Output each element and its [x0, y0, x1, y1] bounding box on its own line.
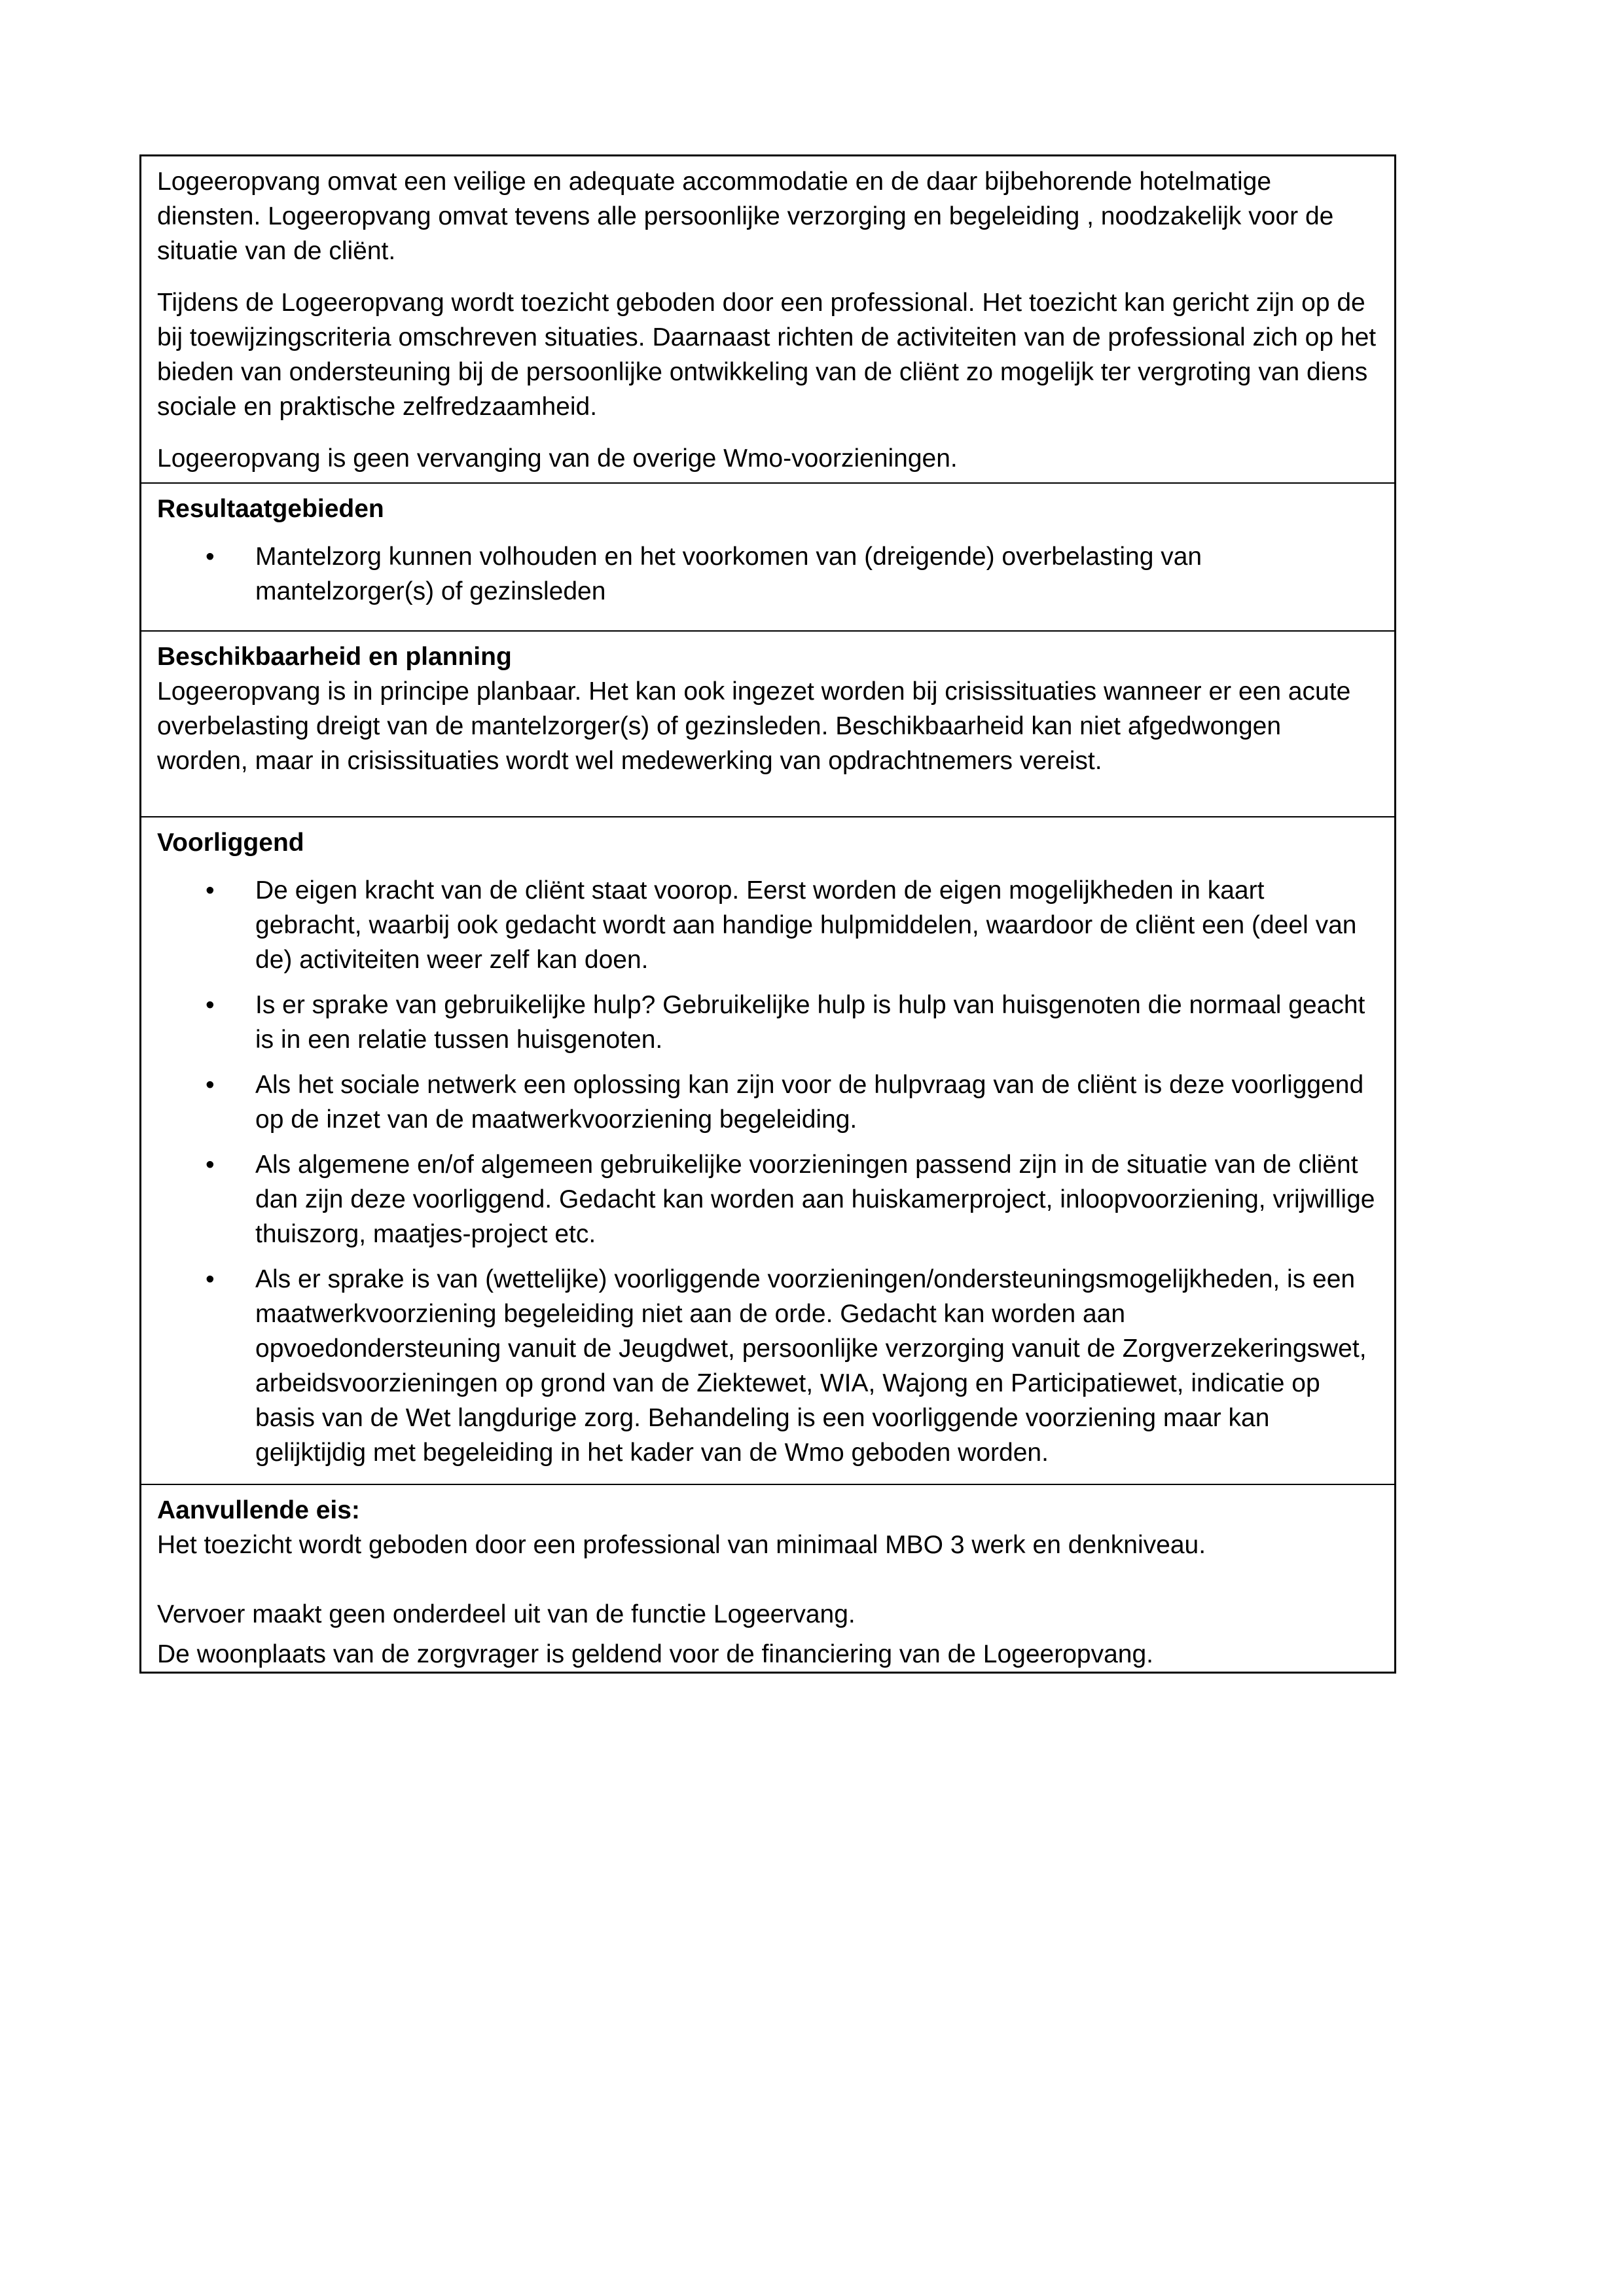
voorliggend-title: Voorliggend	[157, 829, 304, 857]
aanvullende-eis-paragraph-3: De woonplaats van de zorgvrager is geldend voor de financiering van de Logeeropvang.	[157, 1640, 1154, 1668]
beschikbaarheid-paragraph: Logeeropvang is in principe planbaar. Het kan ook ingezet worden bij crisissituaties wanneer er een acute overbelasting dreigt van de mantelzorger(s) of gezinsleden. Beschikbaarheid kan niet afgedwongen worden, maar in crisissituaties wordt wel medewerking van opdrachtnemers vereist.	[157, 677, 1351, 775]
aanvullende-eis-paragraph-2: Vervoer maakt geen onderdeel uit van de functie Logeervang.	[157, 1600, 856, 1628]
intro-paragraph-2: Tijdens de Logeeropvang wordt toezicht geboden door een professional. Het toezicht kan gericht zijn op de bij toewijzingscriteria omschreven situaties. Daarnaast richten de activiteiten van de professional zich op het bieden van ondersteuning bij de persoonlijke ontwikkeling van de cliënt zo mogelijk ter vergroting van diens sociale en praktische zelfredzaamheid.	[157, 289, 1377, 421]
section-aanvullende-eis	[141, 1484, 1394, 1672]
beschikbaarheid-title: Beschikbaarheid en planning	[157, 643, 512, 671]
bullet-item: • Als het sociale netwerk een oplossing kan zijn voor de hulpvraag van de cliënt is deze voorliggend op de inzet van de maatwerkvoorziening begeleiding.	[255, 1067, 1377, 1137]
bullet-item: • De eigen kracht van de cliënt staat voorop. Eerst worden de eigen mogelijkheden in kaart gebracht, waarbij ook gedacht wordt aan handige hulpmiddelen, waardoor de cliënt een (deel van de) activiteiten weer zelf kan doen.	[255, 873, 1377, 977]
voorliggend-bullet-list	[157, 873, 1377, 1470]
section-resultaatgebieden	[141, 482, 1394, 630]
resultaatgebieden-title: Resultaatgebieden	[157, 495, 384, 523]
resultaatgebieden-bullet-list	[157, 539, 1377, 609]
aanvullende-eis-title: Aanvullende eis:	[157, 1496, 360, 1524]
intro-paragraph-3: Logeeropvang is geen vervanging van de overige Wmo-voorzieningen.	[157, 444, 958, 473]
intro-paragraph-1: Logeeropvang omvat een veilige en adequate accommodatie en de daar bijbehorende hotelmatige diensten. Logeeropvang omvat tevens alle persoonlijke verzorging en begeleiding , noodzakelijk voor de situatie van de cliënt.	[157, 168, 1334, 265]
logeeropvang-definition-table	[139, 154, 1396, 1674]
bullet-item: • Als er sprake is van (wettelijke) voorliggende voorzieningen/ondersteuningsmogelijkheden, is een maatwerkvoorziening begeleiding niet aan de orde. Gedacht kan worden aan opvoedondersteuning vanuit de Jeugdwet, persoonlijke verzorging vanuit de Zorgverzekeringswet, arbeidsvoorzieningen op grond van de Ziektewet, WIA, Wajong en Participatiewet, indicatie op basis van de Wet langdurige zorg. Behandeling is een voorliggende voorziening maar kan gelijktijdig met begeleiding in het kader van de Wmo geboden worden.	[255, 1262, 1377, 1470]
aanvullende-eis-paragraph-1: Het toezicht wordt geboden door een professional van minimaal MBO 3 werk en denkniveau.	[157, 1531, 1206, 1559]
bullet-item: • Als algemene en/of algemeen gebruikelijke voorzieningen passend zijn in de situatie van de cliënt dan zijn deze voorliggend. Gedacht kan worden aan huiskamerproject, inloopvoorziening, vrijwillige thuiszorg, maatjes-project etc.	[255, 1147, 1377, 1251]
section-intro	[141, 156, 1394, 482]
bullet-item: • Mantelzorg kunnen volhouden en het voorkomen van (dreigende) overbelasting van mantelzorger(s) of gezinsleden	[255, 539, 1377, 609]
section-voorliggend	[141, 816, 1394, 1484]
section-beschikbaarheid-en-planning	[141, 630, 1394, 816]
bullet-item: • Is er sprake van gebruikelijke hulp? Gebruikelijke hulp is hulp van huisgenoten die normaal geacht is in een relatie tussen huisgenoten.	[255, 988, 1377, 1057]
